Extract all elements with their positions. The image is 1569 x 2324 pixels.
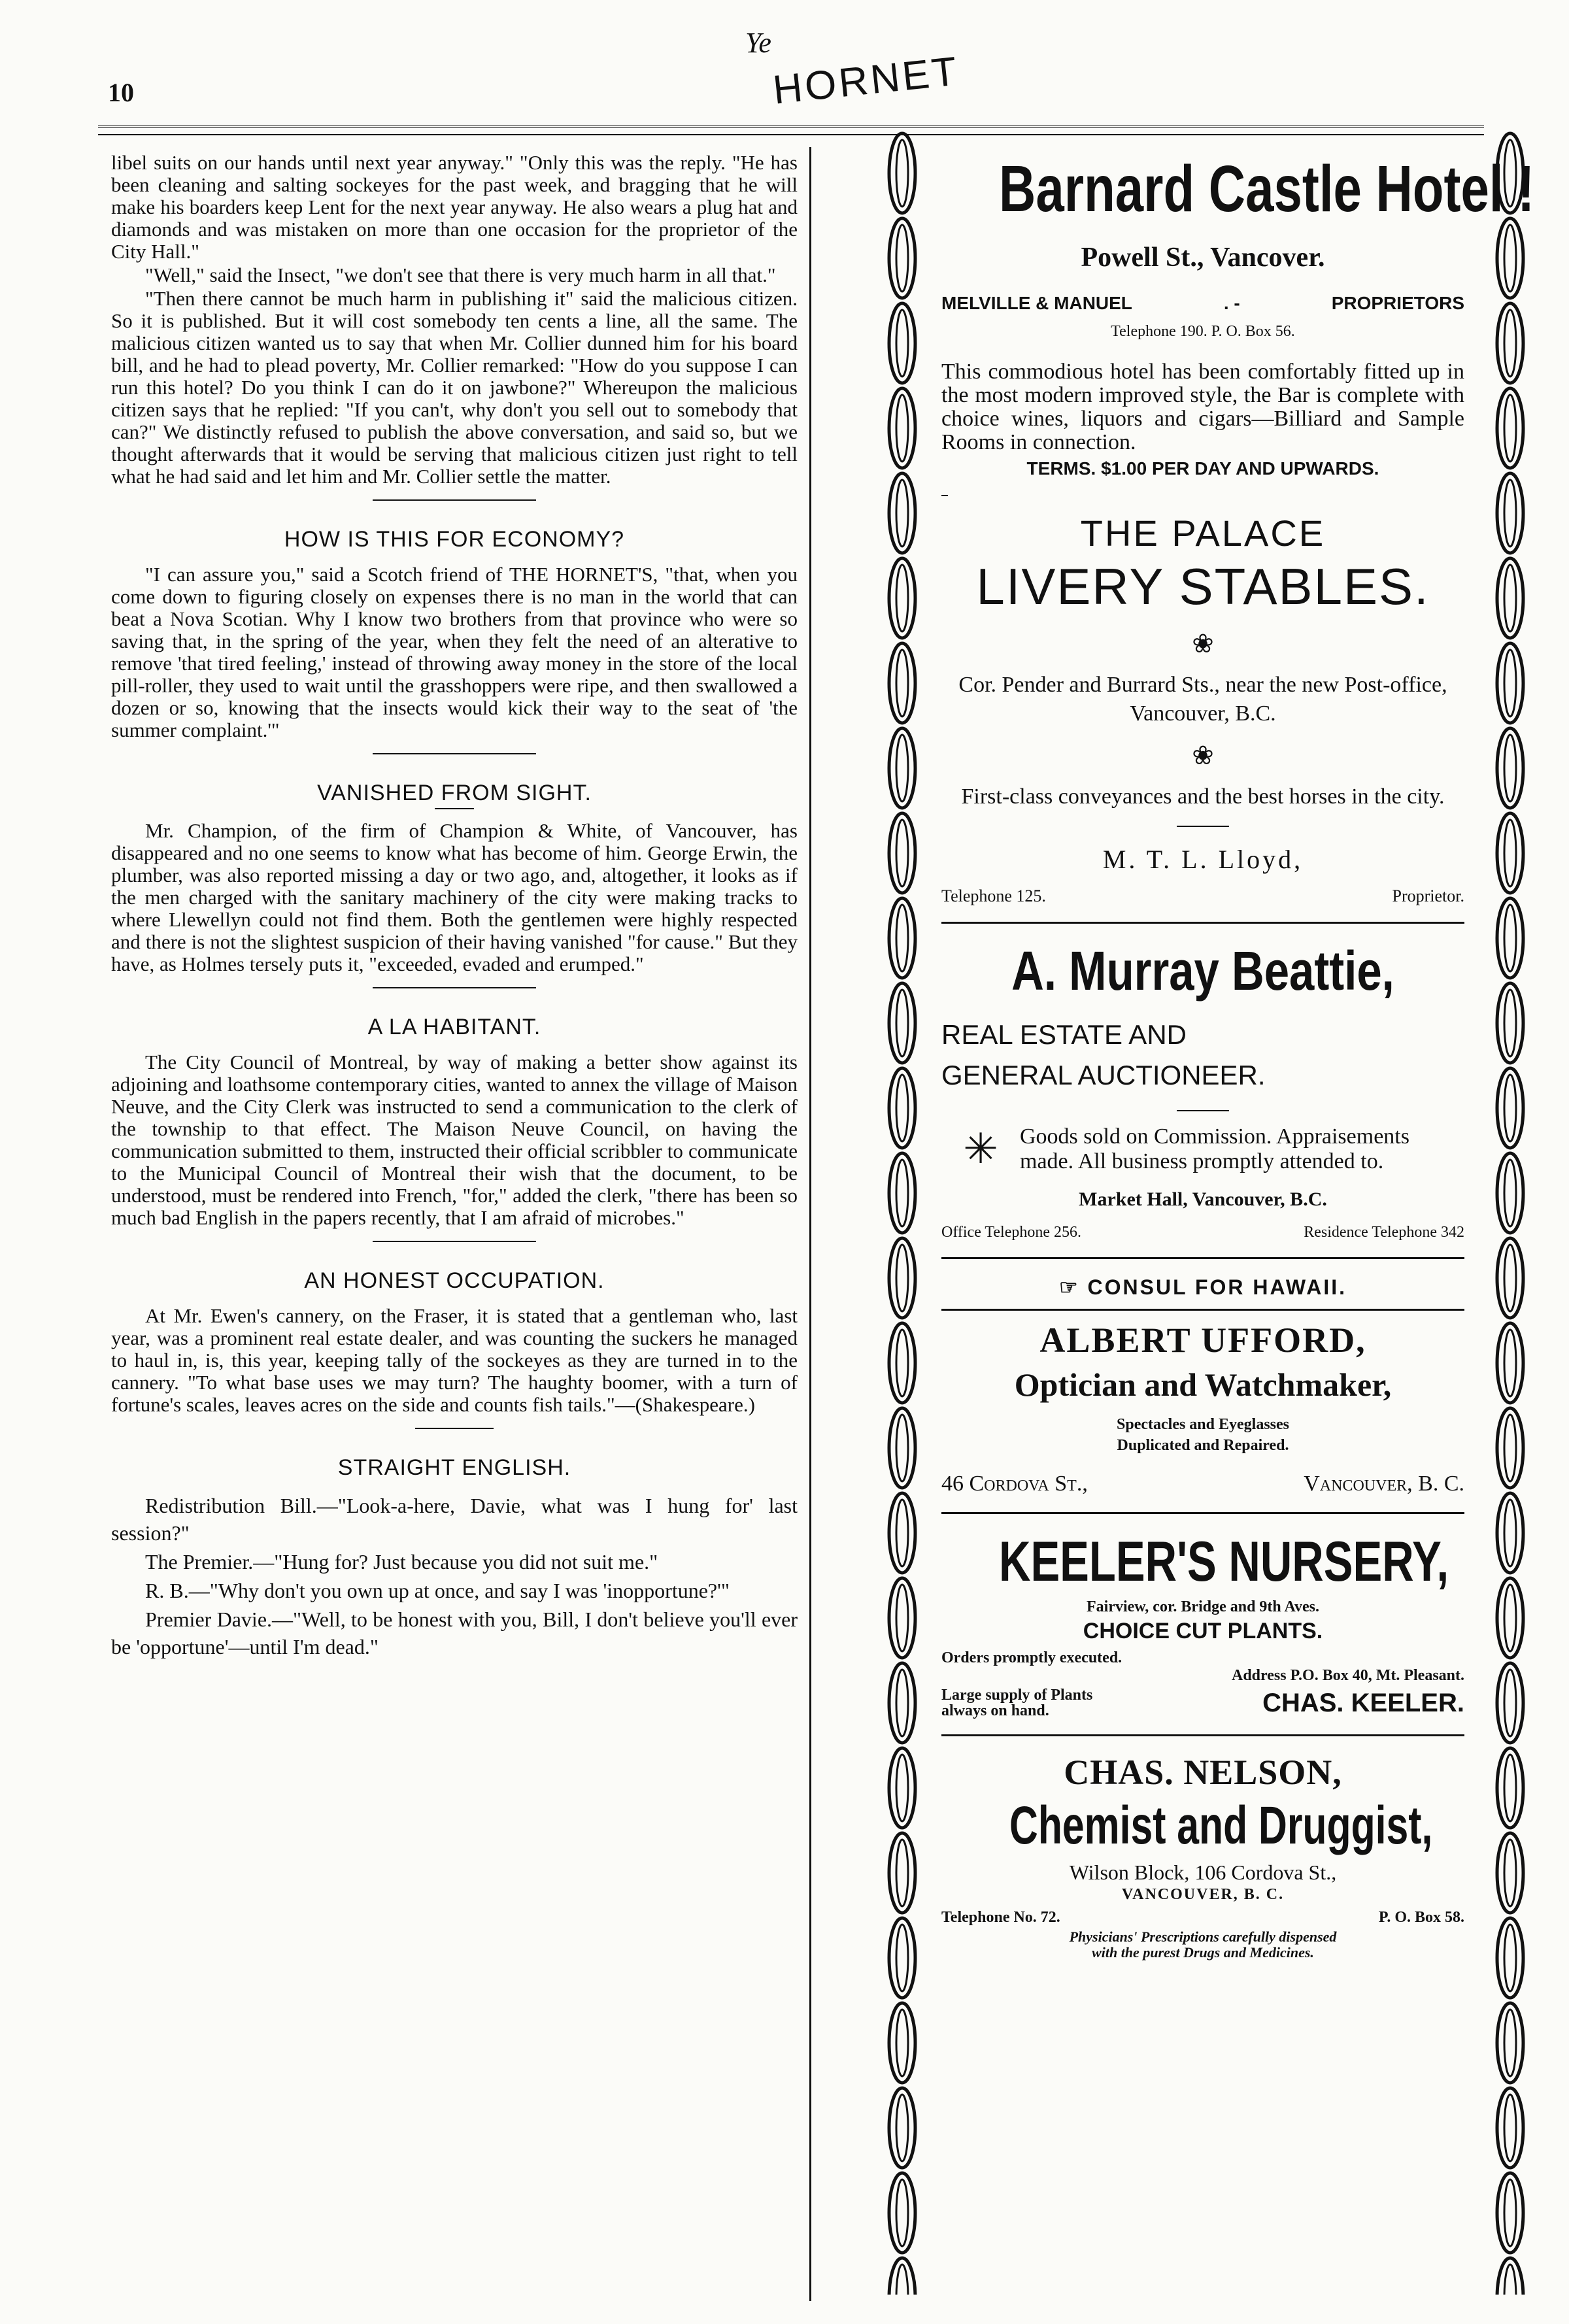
- chain-link-inner: [896, 905, 908, 971]
- ad-short-rule: [1177, 826, 1229, 827]
- proprietors-names: MELVILLE & MANUEL: [941, 293, 1132, 313]
- chain-link-inner: [896, 1585, 908, 1651]
- dialog-line: R. B.—"Why don't you own up at once, and say I was 'inopportune?'": [145, 1579, 730, 1602]
- ad-telephone: Telephone 125.: [941, 886, 1046, 905]
- ad-address-street: 46 Cordova St.,: [941, 1472, 1088, 1496]
- ad-divider: [941, 1309, 1464, 1311]
- ad-title: CHAS. NELSON,: [1064, 1753, 1342, 1792]
- chain-link-inner: [1504, 990, 1516, 1056]
- masthead-ye: Ye: [745, 27, 771, 59]
- chain-link: [1497, 983, 1523, 1063]
- ad-subtitle: [941, 1015, 1464, 1096]
- dialog-line: Premier Davie.—"Well, to be honest with you, Bill, I don't believe you'll ever be 'opportune'—until I'm dead.": [111, 1608, 798, 1659]
- chain-link: [889, 133, 915, 213]
- ad-address: Address P.O. Box 40, Mt. Pleasant.: [1231, 1667, 1464, 1684]
- ad-supply-row: [941, 1687, 1464, 1719]
- chain-link: [889, 1323, 915, 1403]
- chain-link-inner: [1504, 1330, 1516, 1396]
- chain-link-inner: [1504, 2095, 1516, 2161]
- ad-location: Fairview, cor. Bridge and 9th Aves.: [1087, 1598, 1319, 1615]
- section-heading-vanished: VANISHED FROM SIGHT.: [317, 781, 592, 805]
- chain-link-inner: [1504, 905, 1516, 971]
- chain-link-inner: [1504, 2010, 1516, 2076]
- ad-text: This commodious hotel has been comfortably fitted up in the most modern improved style, the Bar is complete with choice wines, liquors and cigars—Billiard and Sample Rooms in connection.: [941, 360, 1464, 454]
- ad-supply-line1: Large supply of Plants: [941, 1687, 1093, 1704]
- chain-link: [1497, 1918, 1523, 1998]
- chain-border-left: [883, 131, 922, 2295]
- chain-link: [1497, 728, 1523, 808]
- chain-link-inner: [1504, 1670, 1516, 1736]
- residence-telephone: Residence Telephone 342: [1304, 1224, 1464, 1241]
- ad-address-city: Vancouver, B. C.: [1304, 1472, 1464, 1496]
- chain-link-inner: [1504, 1925, 1516, 1991]
- chain-link: [889, 2088, 915, 2168]
- chain-link-inner: [1504, 565, 1516, 632]
- ad-signature: CHAS. KEELER.: [1262, 1688, 1464, 1717]
- ad-subtitle-line2: GENERAL AUCTIONEER.: [941, 1060, 1266, 1090]
- chain-link: [889, 1578, 915, 1658]
- intro-paragraph-1: libel suits on our hands until next year anyway." "Only this was the reply. "He has been cleaning and salting sockeyes for the past week, and bragging that he will make his boarders keep Lent for the next year anyway. He also wears a plug hat and diamonds and was mistaken on more than one occasion for the proprietor of the City Hall.": [111, 151, 798, 263]
- chain-link: [889, 1833, 915, 1913]
- chain-link: [1497, 1578, 1523, 1658]
- chain-link-inner: [896, 395, 908, 462]
- ad-title-line1: THE PALACE: [1080, 513, 1326, 554]
- ad-small-line1: Spectacles and Eyeglasses: [1117, 1416, 1289, 1433]
- chain-link-inner: [896, 1330, 908, 1396]
- ad-tel-row: [941, 1224, 1464, 1241]
- chain-link: [1497, 813, 1523, 893]
- chain-link-inner: [896, 2010, 908, 2076]
- ad-subtitle-line1: REAL ESTATE AND: [941, 1019, 1187, 1050]
- chain-link-inner: [1504, 1840, 1516, 1906]
- chain-link-inner: [896, 1245, 908, 1311]
- dialog-block: [111, 1492, 798, 1660]
- ad-title: ALBERT UFFORD,: [1039, 1321, 1366, 1360]
- chain-link: [1497, 473, 1523, 553]
- chain-link-inner: [1504, 1755, 1516, 1821]
- chain-link: [889, 728, 915, 808]
- header-rule: [98, 126, 1484, 128]
- chain-link-inner: [896, 990, 908, 1056]
- chain-link-inner: [1504, 1245, 1516, 1311]
- chain-link-inner: [896, 1415, 908, 1481]
- section-rule: [373, 1241, 536, 1242]
- section-rule: [415, 1428, 494, 1429]
- chain-link-inner: [896, 1840, 908, 1906]
- chain-link: [1497, 898, 1523, 978]
- chain-link: [889, 898, 915, 978]
- chain-link: [889, 1068, 915, 1148]
- chain-link-inner: [1504, 1500, 1516, 1566]
- chain-link-inner: [1504, 395, 1516, 462]
- section-paragraph: "I can assure you," said a Scotch friend of THE HORNET'S, "that, when you come down to figuring closely on expenses there is no man in the world that can beat a Nova Scotian. Why I know two brothers from that province who were so saving that, in the spring of the year, when they felt the need of an alterative to remove 'that tired feeling,' instead of throwing away money in the store of the local pill-roller, they used to wait until the grasshoppers were ripe, and then swallowed a dozen or so, knowing that the insects would kick their way to the seat of 'the summer complaint.'": [111, 563, 798, 741]
- chain-link: [889, 2173, 915, 2253]
- ad-tel-row: [941, 886, 1464, 906]
- ad-small-line2: Duplicated and Repaired.: [1117, 1437, 1289, 1454]
- intro-paragraph-3: "Then there cannot be much harm in publishing it" said the malicious citizen. So it is published. But it will cost somebody ten cents a line, all the same. The malicious citizen wanted us to say that when Mr. Collier dunned him for his board bill, and he had to plead poverty, Mr. Collier remarked: "How do you suppose I can run this hotel? Do you think I can do it on jawbone?" Whereupon the malicious citizen says that he replied: "If you can't, why don't you sell out to somebody that can?" We distinctly refused to publish the above conversation, and said so, but we thought afterwards that it would be serving that malicious citizen just right to tell what he had said and let him and Mr. Collier settle the matter.: [111, 287, 798, 488]
- chain-link: [1497, 1748, 1523, 1828]
- chain-link: [889, 983, 915, 1063]
- chain-link: [1497, 303, 1523, 383]
- chain-link-inner: [896, 310, 908, 377]
- ad-proprietors: [941, 293, 1464, 314]
- ad-signature: M. T. L. Lloyd,: [1102, 845, 1304, 874]
- chain-link: [1497, 1408, 1523, 1488]
- ad-murray-beattie: [941, 939, 1464, 1241]
- chain-link: [889, 218, 915, 298]
- chain-link: [1497, 643, 1523, 723]
- ad-body: [941, 1124, 1464, 1174]
- section-heading-occupation: AN HONEST OCCUPATION.: [304, 1268, 605, 1293]
- ad-terms: TERMS. $1.00 PER DAY AND UPWARDS.: [1026, 458, 1379, 479]
- chain-link: [1497, 1153, 1523, 1233]
- chain-link-inner: [896, 1925, 908, 1991]
- chain-link: [1497, 1238, 1523, 1318]
- ad-telephone: Telephone 190. P. O. Box 56.: [1111, 323, 1295, 340]
- chain-link-inner: [896, 2095, 908, 2161]
- ad-divider: [941, 922, 1464, 924]
- ad-albert-ufford: [941, 1275, 1464, 1496]
- masthead-logo: [745, 26, 962, 113]
- ad-divider: [941, 1257, 1464, 1259]
- ad-note-line1: Physicians' Prescriptions carefully dispensed: [1069, 1928, 1337, 1945]
- chain-link-inner: [1504, 310, 1516, 377]
- chain-link-inner: [896, 1670, 908, 1736]
- chain-link-inner: [896, 820, 908, 886]
- office-telephone: Office Telephone 256.: [941, 1224, 1082, 1241]
- page-number: 10: [108, 78, 134, 107]
- ad-barnard-castle-hotel: [941, 152, 1535, 479]
- chain-link: [889, 1408, 915, 1488]
- section-rule: [373, 499, 536, 501]
- ad-title: A. Murray Beattie,: [1011, 940, 1394, 1002]
- ad-title: Barnard Castle Hotel !: [999, 152, 1535, 226]
- left-column: [111, 152, 798, 1662]
- chain-link: [1497, 558, 1523, 638]
- column-divider: [809, 147, 811, 2301]
- chain-link: [889, 2003, 915, 2083]
- chain-link-inner: [1504, 650, 1516, 716]
- chain-link: [889, 473, 915, 553]
- ad-tel-row: [941, 1909, 1464, 1927]
- ad-divider: [941, 1512, 1464, 1514]
- advertisements-column: [941, 144, 1535, 1961]
- asterisk-ornament-icon: ✳: [963, 1126, 998, 1172]
- ad-divider: [941, 495, 948, 496]
- section-heading-straight-english: STRAIGHT ENGLISH.: [337, 1455, 571, 1480]
- chain-link: [889, 388, 915, 468]
- chain-link-inner: [1504, 820, 1516, 886]
- ad-subtitle: Optician and Watchmaker,: [1014, 1366, 1392, 1403]
- chain-link-inner: [1504, 1075, 1516, 1141]
- chain-link: [1497, 1833, 1523, 1913]
- intro-paragraph-2: "Well," said the Insect, "we don't see that there is very much harm in all that.": [145, 263, 776, 286]
- ad-supply: [941, 1687, 1092, 1719]
- ad-supply-line2: always on hand.: [941, 1702, 1049, 1719]
- dialog-line: The Premier.—"Hung for? Just because you did not suit me.": [145, 1550, 658, 1574]
- chain-link: [889, 1153, 915, 1233]
- chain-link: [1497, 1068, 1523, 1148]
- chain-link-inner: [896, 735, 908, 801]
- chain-link-inner: [896, 225, 908, 292]
- chain-link: [1497, 1663, 1523, 1743]
- flower-ornament-icon: ❀: [1192, 629, 1214, 658]
- ad-address-row: [941, 1472, 1464, 1496]
- section-rule: [373, 987, 536, 988]
- chain-link-inner: [896, 2180, 908, 2246]
- proprietors-label: PROPRIETORS: [1331, 293, 1464, 313]
- chain-link: [889, 1493, 915, 1573]
- flower-ornament-icon: ❀: [1192, 741, 1214, 770]
- chain-link-inner: [1504, 1160, 1516, 1226]
- ad-palace-livery-stables: [941, 512, 1464, 906]
- chain-link: [1497, 1323, 1523, 1403]
- ad-chas-nelson: [941, 1752, 1464, 1961]
- chain-link: [1497, 2003, 1523, 2083]
- ad-telephone: Telephone No. 72.: [941, 1909, 1060, 1926]
- proprietors-mark: . -: [1223, 293, 1240, 313]
- ad-text: First-class conveyances and the best horses in the city.: [961, 784, 1445, 809]
- ad-subtitle: Chemist and Druggist,: [1009, 1796, 1433, 1855]
- ad-address: Market Hall, Vancouver, B.C.: [1079, 1188, 1327, 1210]
- ad-orders: Orders promptly executed.: [941, 1649, 1122, 1666]
- section-paragraph: Mr. Champion, of the firm of Champion & White, of Vancouver, has disappeared and no one seems to know what has become of him. George Erwin, the plumber, was also reported missing a day or two ago, and, altogether, it looks as if the men charged with the sanitary machinery of the city were making tracks to where Llewellyn could not find them. Both the gentlemen were highly respected and there is not the slightest suspicion of their having vanished "for cause." But they have, as Holmes tersely puts it, "exceeded, evaded and erumped.": [111, 819, 798, 975]
- chain-link: [889, 813, 915, 893]
- ad-header: ☞ CONSUL FOR HAWAII.: [1058, 1275, 1347, 1299]
- chain-link-inner: [896, 1500, 908, 1566]
- heading-dash: [435, 808, 474, 809]
- ad-pobox: P. O. Box 58.: [1378, 1909, 1464, 1926]
- chain-link-inner: [1504, 2180, 1516, 2246]
- chain-link: [889, 1918, 915, 1998]
- chain-link: [889, 2258, 915, 2295]
- chain-link: [1497, 388, 1523, 468]
- chain-link: [889, 1238, 915, 1318]
- chain-link-inner: [896, 1160, 908, 1226]
- chain-link-inner: [896, 565, 908, 632]
- chain-link: [1497, 2173, 1523, 2253]
- ad-city: VANCOUVER, B. C.: [1121, 1886, 1285, 1903]
- chain-link-inner: [896, 480, 908, 547]
- chain-link: [889, 643, 915, 723]
- dialog-line: Redistribution Bill.—"Look-a-here, Davie, what was I hung for' last session?": [111, 1494, 798, 1545]
- chain-link-inner: [896, 650, 908, 716]
- chain-link: [1497, 2088, 1523, 2168]
- ad-address: Cor. Pender and Burrard Sts., near the new Post-office, Vancouver, B.C.: [958, 673, 1447, 726]
- section-paragraph: The City Council of Montreal, by way of making a better show against its adjoining and loathsome contemporary cities, wanted to annex the village of Maison Neuve, and the City Clerk was instructed to send a communication to the clerk of the township to that effect. The Maison Neuve Council, on having the communication submitted to them, instructed their official scribbler to communicate to the Municipal Council of Montreal their wish that the document, to be understood, must be rendered into French, "for," added the clerk, "there has been so much bad English in the papers recently, that I am afraid of microbes.": [111, 1051, 798, 1229]
- ad-address: Wilson Block, 106 Cordova St.,: [1069, 1861, 1337, 1884]
- chain-border-right: [1491, 131, 1530, 2295]
- ad-location: Powell St., Vancover.: [1081, 243, 1325, 273]
- ad-title-line2: LIVERY STABLES.: [976, 558, 1430, 615]
- section-rule: [373, 753, 536, 754]
- section-heading-habitant: A LA HABITANT.: [367, 1015, 541, 1039]
- chain-link: [1497, 2258, 1523, 2295]
- chain-link-inner: [896, 1755, 908, 1821]
- header-rule-thin: [98, 134, 1484, 135]
- ad-divider: [941, 1734, 1464, 1736]
- chain-link-inner: [1504, 1415, 1516, 1481]
- chain-link: [1497, 1493, 1523, 1573]
- chain-link: [889, 1748, 915, 1828]
- chain-link: [889, 558, 915, 638]
- ad-text: Goods sold on Commission. Appraisements made. All business promptly attended to.: [1020, 1124, 1409, 1173]
- chain-link: [889, 1663, 915, 1743]
- chain-link: [1497, 218, 1523, 298]
- masthead-name: HORNET: [771, 48, 962, 113]
- ad-title: KEELER'S NURSERY,: [999, 1530, 1449, 1593]
- section-heading-economy: HOW IS THIS FOR ECONOMY?: [284, 527, 625, 552]
- ad-keelers-nursery: [941, 1530, 1464, 1719]
- chain-link-inner: [1504, 480, 1516, 547]
- chain-link: [889, 303, 915, 383]
- section-paragraph: At Mr. Ewen's cannery, on the Fraser, it is stated that a gentleman who, last year, was a prominent real estate dealer, and was counting the suckers he managed to haul in, is, this year, keeping tally of the sockeyes as they are turned in to the cannery. "To what base uses we may turn? The haughty boomer, with a turn of fortune's scales, leaves acres on the side and counts fish tails."—(Shakespeare.): [111, 1304, 798, 1416]
- chain-link-inner: [1504, 1585, 1516, 1651]
- ad-headline: CHOICE CUT PLANTS.: [1083, 1619, 1323, 1643]
- chain-link-inner: [896, 1075, 908, 1141]
- ad-note-line2: with the purest Drugs and Medicines.: [1092, 1944, 1314, 1961]
- ad-short-rule: [1177, 1110, 1229, 1111]
- ad-role: Proprietor.: [1392, 886, 1464, 905]
- chain-link-inner: [896, 140, 908, 207]
- chain-link-inner: [1504, 2265, 1516, 2295]
- chain-link-inner: [1504, 225, 1516, 292]
- chain-link-inner: [1504, 735, 1516, 801]
- chain-link-inner: [896, 2265, 908, 2295]
